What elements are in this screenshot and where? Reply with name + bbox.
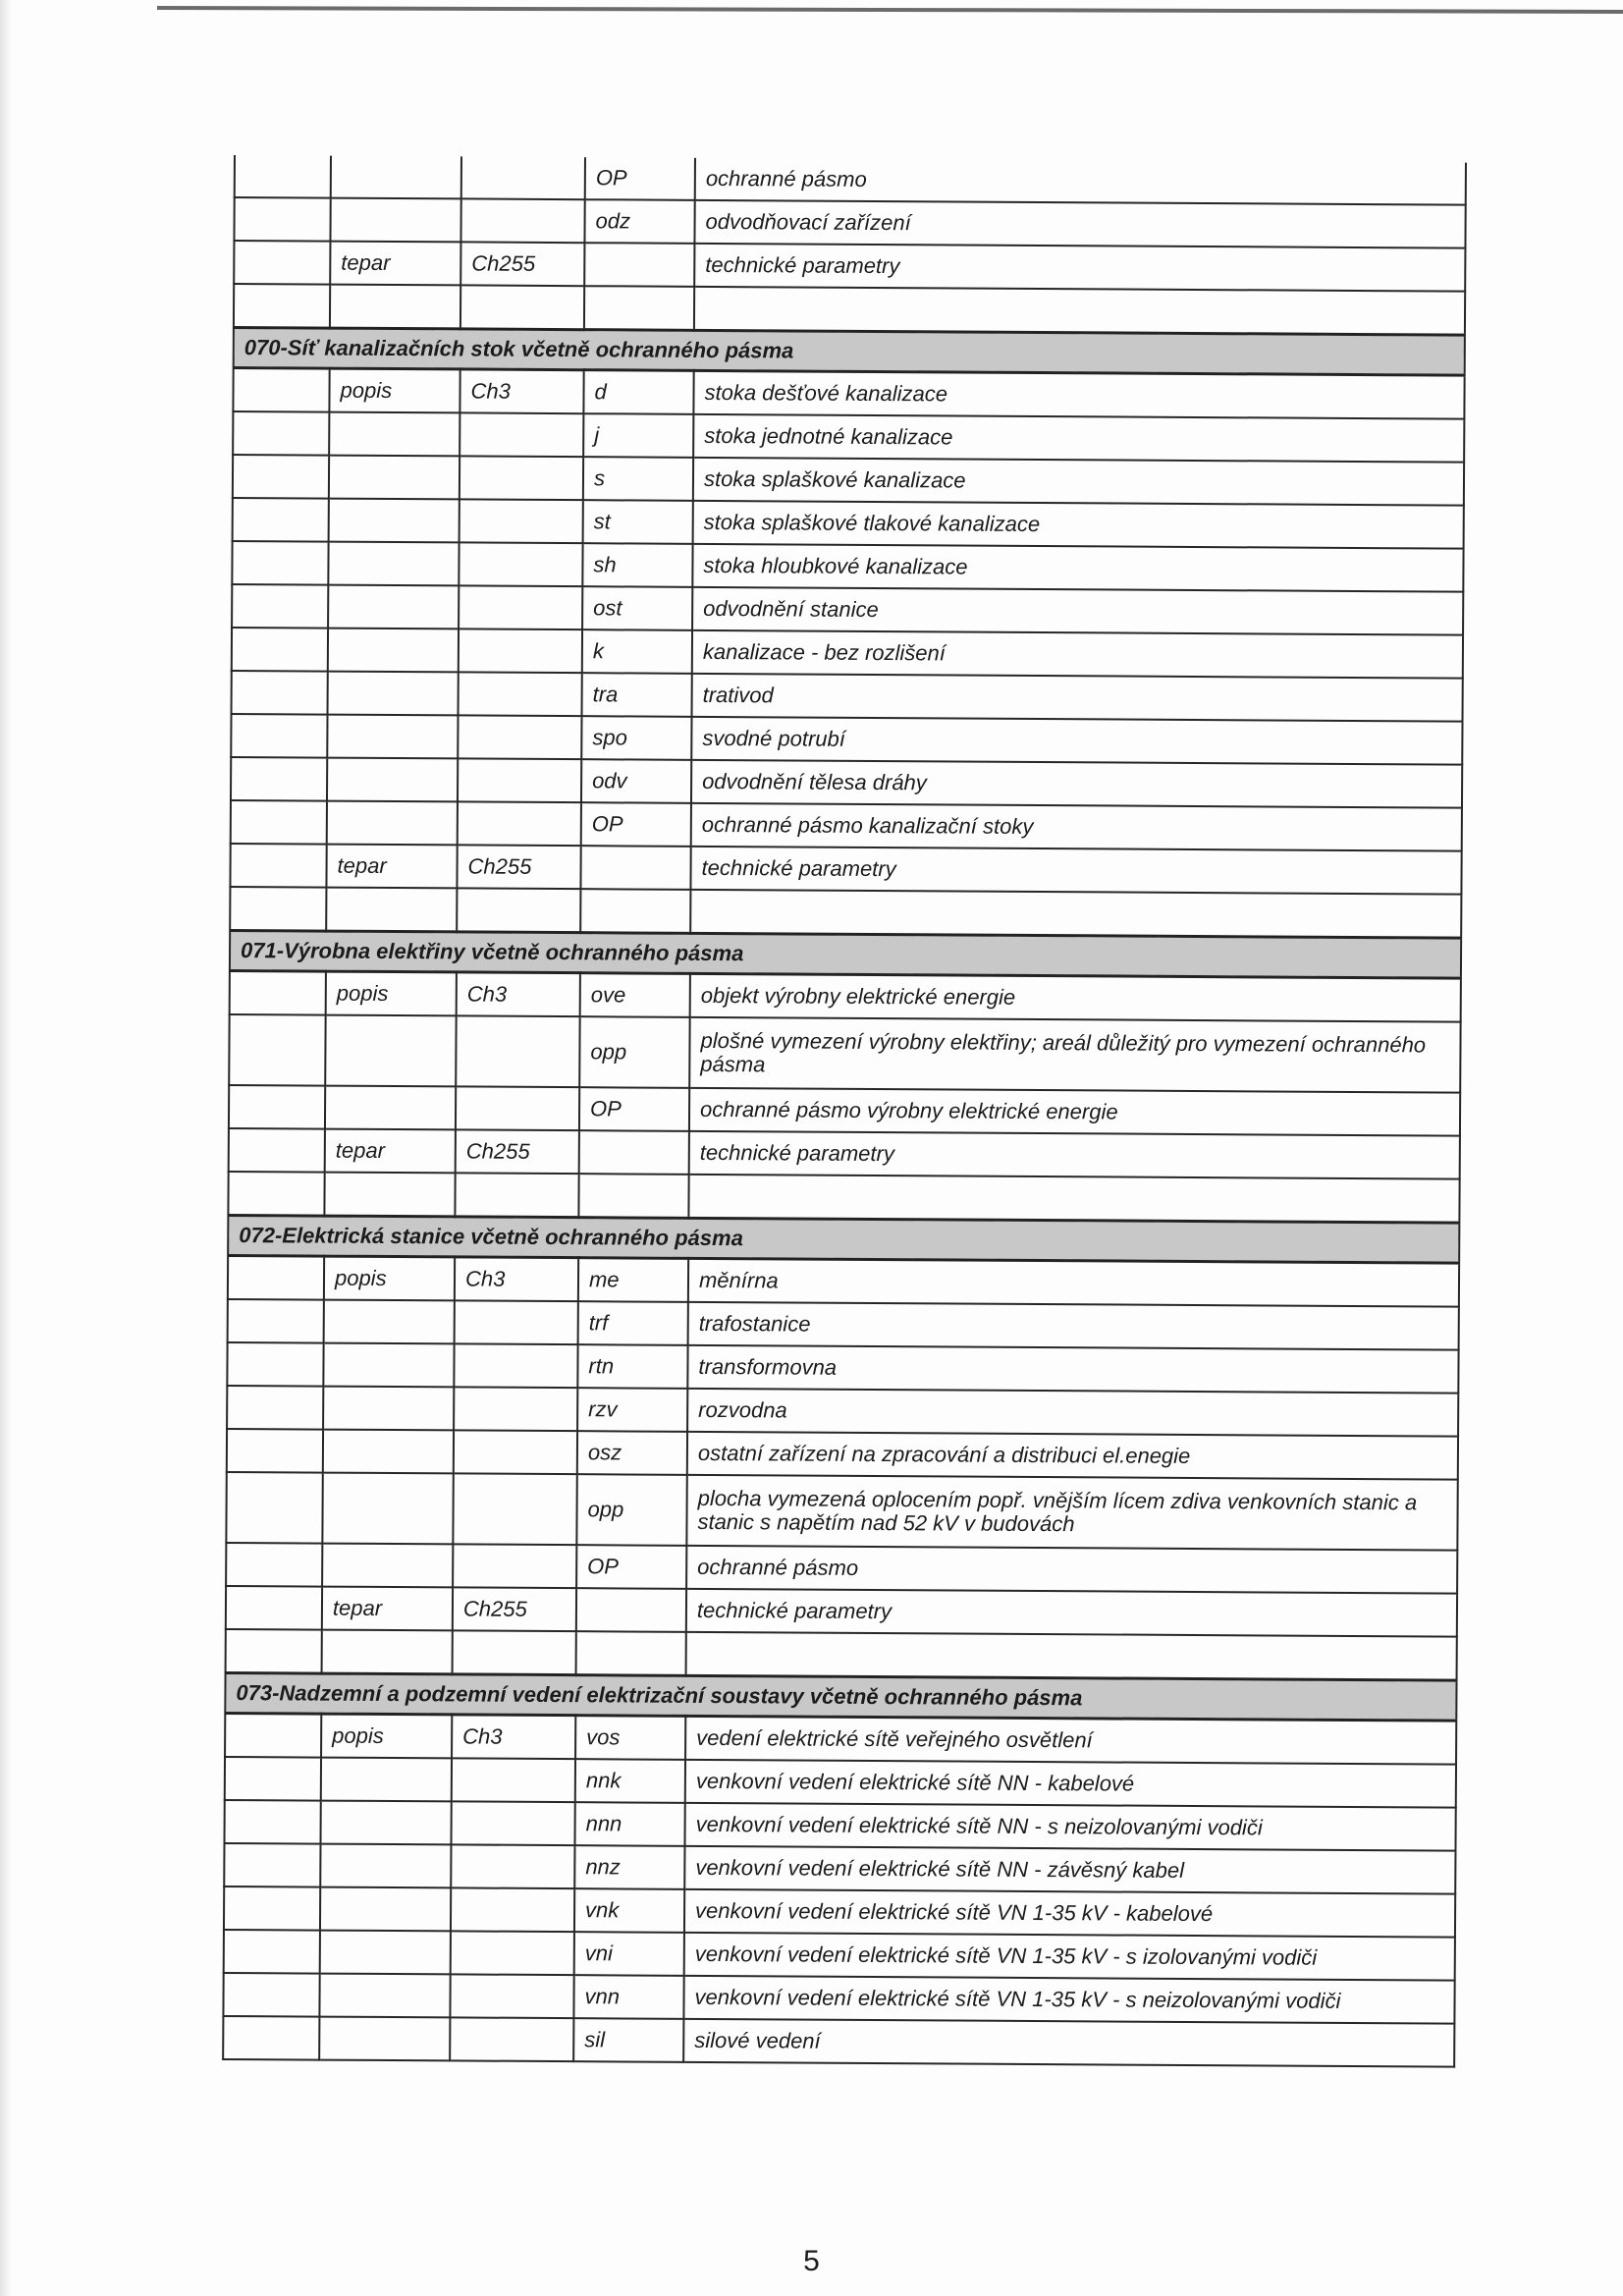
table-row: [232, 541, 1463, 592]
attribute-cell: [329, 456, 460, 500]
description-cell: [690, 890, 1461, 938]
code-cell: me: [578, 1258, 688, 1302]
code-cell: ost: [582, 586, 692, 630]
indent-cell: [228, 1255, 324, 1299]
table-row: [232, 671, 1463, 722]
table-row: [226, 1629, 1457, 1680]
type-cell: [455, 1300, 578, 1344]
description-cell: kanalizace - bez rozlišení: [692, 630, 1463, 679]
indent-cell: [227, 1342, 323, 1387]
type-cell: [453, 1473, 576, 1545]
type-cell: Ch255: [460, 242, 584, 286]
section-heading: 071-Výrobna elektřiny včetně ochranného pásma: [230, 930, 1461, 978]
table-row: [225, 1757, 1456, 1808]
attribute-cell: [323, 1387, 454, 1431]
code-cell: tra: [582, 673, 692, 717]
description-cell: plošné vymezení výrobny elektřiny; areál důležitý pro vymezení ochranného pásma: [689, 1017, 1460, 1093]
description-cell: transformovna: [687, 1345, 1458, 1394]
table-row: [225, 1713, 1456, 1764]
indent-cell: [235, 155, 331, 198]
attribute-cell: [325, 1015, 456, 1087]
attribute-cell: [324, 1173, 455, 1217]
attribute-cell: [327, 758, 458, 802]
code-cell: sil: [573, 2018, 683, 2062]
indent-cell: [223, 2016, 319, 2060]
attribute-cell: popis: [329, 368, 460, 412]
attribute-cell: tepar: [330, 242, 460, 286]
indent-cell: [232, 671, 328, 715]
table-row: [233, 368, 1464, 419]
code-table-page: [222, 155, 1465, 2068]
type-cell: [451, 1887, 574, 1932]
code-cell: st: [583, 500, 693, 544]
type-cell: [460, 198, 584, 243]
indent-cell: [225, 1757, 321, 1801]
attribute-cell: [322, 1473, 453, 1545]
description-cell: technické parametry: [689, 1131, 1460, 1179]
description-cell: silové vedení: [683, 2019, 1454, 2067]
table-row: [223, 2016, 1454, 2067]
scan-top-edge: [157, 6, 1623, 14]
attribute-cell: [320, 1801, 451, 1845]
code-cell: [576, 1631, 686, 1675]
indent-cell: [232, 541, 328, 585]
code-table: [222, 155, 1467, 2068]
indent-cell: [226, 1586, 322, 1630]
description-cell: venkovní vedení elektrické sítě VN 1-35 kV - kabelové: [684, 1889, 1455, 1938]
attribute-cell: [325, 1086, 456, 1130]
attribute-cell: [329, 499, 460, 543]
code-cell: [580, 889, 690, 933]
type-cell: Ch3: [460, 369, 583, 413]
description-cell: [688, 1175, 1459, 1223]
description-cell: vedení elektrické sítě veřejného osvětlení: [685, 1716, 1456, 1764]
table-row: [226, 1543, 1457, 1594]
indent-cell: [226, 1472, 322, 1544]
description-cell: plocha vymezená oplocením popř. vnějším lícem zdiva venkovních stanic a stanic s napětím nad 52 kV v budovách: [686, 1475, 1457, 1551]
table-row: [235, 155, 1466, 205]
indent-cell: [230, 970, 326, 1014]
attribute-cell: [320, 1931, 451, 1975]
type-cell: [453, 1630, 576, 1674]
table-row: [224, 1800, 1455, 1851]
description-cell: technické parametry: [694, 244, 1465, 292]
attribute-cell: tepar: [325, 1129, 456, 1174]
attribute-cell: tepar: [322, 1587, 453, 1631]
attribute-cell: [328, 542, 459, 586]
indent-cell: [230, 887, 326, 931]
type-cell: [450, 1974, 573, 2018]
indent-cell: [234, 284, 330, 328]
indent-cell: [223, 1973, 319, 2017]
code-cell: [578, 1174, 688, 1218]
type-cell: Ch3: [455, 1257, 578, 1301]
description-cell: stoka splaškové kanalizace: [693, 458, 1464, 506]
indent-cell: [234, 197, 330, 242]
indent-cell: [231, 800, 327, 845]
type-cell: [460, 412, 583, 457]
indent-cell: [232, 584, 328, 629]
code-cell: nnn: [574, 1802, 684, 1846]
indent-cell: [233, 498, 329, 542]
attribute-cell: [328, 672, 459, 716]
description-cell: svodné potrubí: [691, 717, 1462, 765]
code-cell: k: [582, 629, 692, 674]
type-cell: Ch255: [457, 845, 580, 889]
table-row: [233, 455, 1464, 506]
code-cell: odv: [581, 759, 691, 803]
description-cell: venkovní vedení elektrické sítě VN 1-35 kV - s neizolovanými vodiči: [683, 1976, 1454, 2024]
indent-cell: [224, 1843, 320, 1887]
type-cell: [456, 1086, 579, 1130]
code-cell: vos: [575, 1716, 685, 1760]
type-cell: [459, 585, 582, 629]
indent-cell: [233, 411, 329, 456]
attribute-cell: [321, 1758, 452, 1802]
indent-cell: [230, 844, 326, 888]
type-cell: [461, 156, 585, 199]
description-cell: stoka hloubkové kanalizace: [692, 544, 1463, 592]
table-row: [233, 411, 1464, 463]
type-cell: [458, 715, 581, 759]
indent-cell: [227, 1429, 323, 1473]
table-row: [227, 1342, 1458, 1394]
attribute-cell: popis: [321, 1714, 452, 1758]
type-cell: Ch255: [453, 1587, 576, 1631]
description-cell: trafostanice: [688, 1302, 1459, 1350]
code-cell: rzv: [577, 1388, 687, 1432]
code-cell: OP: [581, 802, 691, 847]
indent-cell: [224, 1886, 320, 1931]
section-heading: 070-Síť kanalizačních stok včetně ochranného pásma: [234, 328, 1465, 376]
description-cell: [686, 1632, 1457, 1680]
description-cell: odvodnění tělesa dráhy: [691, 760, 1462, 808]
type-cell: [456, 1015, 579, 1087]
description-cell: ochranné pásmo výrobny elektrické energie: [689, 1088, 1460, 1136]
section-heading: 073-Nadzemní a podzemní vedení elektrizační soustavy včetně ochranného pásma: [225, 1672, 1456, 1721]
attribute-cell: [323, 1430, 454, 1474]
indent-cell: [226, 1543, 322, 1587]
code-cell: trf: [578, 1301, 688, 1345]
code-cell: OP: [579, 1087, 689, 1131]
description-cell: [694, 287, 1465, 335]
code-cell: [584, 243, 694, 287]
table-row: [229, 1014, 1460, 1093]
type-cell: [458, 801, 581, 846]
table-row: [228, 1255, 1459, 1306]
description-cell: venkovní vedení elektrické sítě NN - závěsný kabel: [684, 1846, 1455, 1894]
code-cell: j: [583, 413, 693, 458]
table-row: [226, 1586, 1457, 1637]
description-cell: venkovní vedení elektrické sítě VN 1-35 kV - s izolovanými vodiči: [684, 1933, 1455, 1981]
description-cell: ostatní zařízení na zpracování a distribuci el.enegie: [687, 1432, 1458, 1480]
code-cell: vni: [574, 1932, 684, 1976]
attribute-cell: [331, 156, 461, 199]
table-row: [230, 970, 1461, 1021]
code-cell: sh: [582, 543, 692, 587]
attribute-cell: [319, 1974, 450, 2018]
type-cell: [451, 1931, 574, 1975]
attribute-cell: [323, 1343, 454, 1388]
indent-cell: [228, 1172, 324, 1216]
type-cell: [460, 456, 583, 500]
type-cell: [460, 285, 584, 329]
type-cell: [454, 1387, 577, 1431]
table-row: [234, 197, 1465, 248]
description-cell: objekt výrobny elektrické energie: [690, 973, 1461, 1021]
attribute-cell: [324, 1300, 455, 1344]
code-cell: nnz: [574, 1845, 684, 1889]
indent-cell: [229, 1014, 325, 1086]
indent-cell: [225, 1713, 321, 1757]
description-cell: měnírna: [688, 1258, 1459, 1306]
attribute-cell: [327, 801, 458, 846]
description-cell: ochranné pásmo kanalizační stoky: [691, 803, 1462, 851]
description-cell: ochranné pásmo: [695, 158, 1466, 205]
attribute-cell: [319, 2017, 450, 2061]
type-cell: [460, 499, 583, 543]
code-cell: ove: [580, 973, 690, 1017]
attribute-cell: [320, 1887, 451, 1932]
attribute-cell: [326, 888, 457, 932]
description-cell: technické parametry: [690, 847, 1461, 895]
indent-cell: [226, 1629, 322, 1673]
type-cell: [458, 758, 581, 802]
table-row: [230, 887, 1461, 938]
type-cell: [454, 1430, 577, 1474]
code-cell: d: [583, 370, 693, 414]
description-cell: stoka dešťové kanalizace: [693, 370, 1464, 418]
description-cell: technické parametry: [686, 1589, 1457, 1637]
attribute-cell: [330, 198, 460, 243]
table-row: [224, 1843, 1455, 1894]
code-cell: [579, 1130, 689, 1175]
indent-cell: [224, 1800, 320, 1844]
table-row: [228, 1172, 1459, 1223]
type-cell: [451, 1844, 574, 1888]
table-row: [231, 757, 1462, 808]
type-cell: [451, 1801, 574, 1845]
code-cell: [576, 1588, 686, 1632]
code-cell: [580, 846, 690, 890]
scan-edge-shadow: [0, 0, 12, 2296]
indent-cell: [234, 241, 330, 285]
attribute-cell: [320, 1844, 451, 1888]
table-row: [232, 628, 1463, 679]
type-cell: [452, 1758, 575, 1802]
description-cell: odvodňovací zařízení: [694, 200, 1465, 248]
attribute-cell: tepar: [326, 845, 457, 889]
table-row: [227, 1429, 1458, 1480]
indent-cell: [224, 1930, 320, 1974]
description-cell: stoka splaškové tlakové kanalizace: [693, 501, 1464, 549]
description-cell: stoka jednotné kanalizace: [693, 414, 1464, 463]
description-cell: rozvodna: [687, 1389, 1458, 1437]
description-cell: venkovní vedení elektrické sítě NN - s neizolovanými vodiči: [684, 1803, 1455, 1851]
indent-cell: [232, 628, 328, 672]
type-cell: [459, 672, 582, 716]
description-cell: odvodnění stanice: [692, 587, 1463, 635]
description-cell: ochranné pásmo: [686, 1546, 1457, 1594]
section-heading: 072-Elektrická stanice včetně ochranného pásma: [228, 1215, 1459, 1263]
indent-cell: [227, 1386, 323, 1430]
table-row: [223, 1973, 1454, 2024]
type-cell: [450, 2017, 573, 2061]
code-cell: osz: [577, 1431, 687, 1475]
code-cell: vnk: [574, 1888, 684, 1933]
table-row: [231, 714, 1462, 765]
attribute-cell: [328, 629, 459, 673]
type-cell: [459, 629, 582, 673]
table-row: [234, 284, 1465, 335]
table-row: [231, 800, 1462, 851]
table-row: [226, 1472, 1457, 1551]
table-row: [228, 1299, 1459, 1350]
code-cell: rtn: [577, 1344, 687, 1389]
type-cell: Ch255: [456, 1129, 579, 1174]
code-cell: vnn: [573, 1975, 683, 2019]
code-cell: OP: [576, 1545, 686, 1589]
attribute-cell: [322, 1544, 453, 1588]
table-row: [224, 1886, 1455, 1938]
table-row: [227, 1386, 1458, 1437]
code-cell: s: [583, 457, 693, 501]
type-cell: [454, 1343, 577, 1388]
type-cell: Ch3: [457, 972, 580, 1016]
description-cell: venkovní vedení elektrické sítě NN - kabelové: [685, 1760, 1456, 1808]
indent-cell: [228, 1299, 324, 1343]
type-cell: Ch3: [452, 1715, 575, 1759]
indent-cell: [233, 368, 329, 412]
page-number: 5: [803, 2245, 820, 2277]
code-cell: opp: [576, 1474, 686, 1546]
table-row: [230, 844, 1461, 895]
attribute-cell: popis: [324, 1256, 455, 1300]
attribute-cell: [328, 585, 459, 629]
code-cell: nnk: [575, 1759, 685, 1803]
code-cell: opp: [579, 1016, 689, 1088]
table-row: [233, 498, 1464, 549]
indent-cell: [231, 757, 327, 801]
indent-cell: [233, 455, 329, 499]
type-cell: [457, 888, 580, 932]
table-row: [224, 1930, 1455, 1981]
description-cell: trativod: [692, 674, 1463, 722]
code-cell: OP: [585, 157, 695, 200]
indent-cell: [229, 1128, 325, 1173]
table-row: [229, 1085, 1460, 1136]
type-cell: [455, 1173, 578, 1217]
attribute-cell: popis: [326, 971, 457, 1015]
code-cell: spo: [581, 716, 691, 760]
attribute-cell: [329, 412, 460, 457]
table-row: [232, 584, 1463, 635]
attribute-cell: [327, 715, 458, 759]
code-table-body: [223, 155, 1466, 2067]
code-cell: odz: [584, 199, 694, 244]
indent-cell: [231, 714, 327, 758]
attribute-cell: [322, 1630, 453, 1674]
code-cell: [584, 286, 694, 330]
table-row: [229, 1128, 1460, 1179]
table-row: [234, 241, 1465, 292]
type-cell: [453, 1544, 576, 1588]
indent-cell: [229, 1085, 325, 1129]
attribute-cell: [330, 285, 460, 329]
type-cell: [459, 542, 582, 586]
